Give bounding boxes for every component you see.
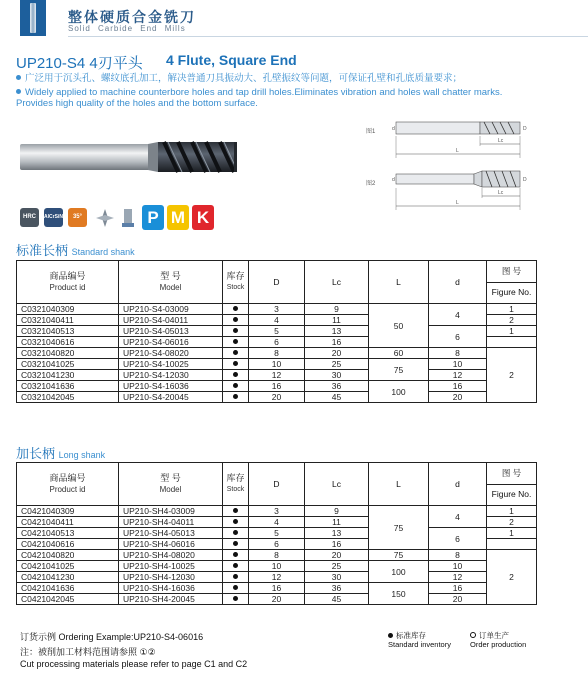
figure-cell: 1	[487, 506, 537, 517]
stock-cell	[223, 326, 249, 337]
product-id-cell: C0421040513	[17, 528, 119, 539]
legend-order-production	[470, 631, 526, 649]
model-cell: UP210-SH4-03009	[119, 506, 223, 517]
D-cell: 6	[249, 337, 305, 348]
col-L: L	[369, 261, 429, 304]
Lc-cell: 30	[305, 572, 369, 583]
description-en	[16, 87, 516, 109]
model-cell: UP210-S4-08020	[119, 348, 223, 359]
d-cell: 8	[429, 348, 487, 359]
col-d: d	[429, 261, 487, 304]
figure-cell: 2	[487, 315, 537, 326]
D-cell: 3	[249, 304, 305, 315]
Lc-cell: 45	[305, 594, 369, 605]
figure-1-label: 图1	[366, 129, 376, 135]
table-row	[17, 392, 537, 403]
col-figure-cn: 图 号	[487, 463, 537, 485]
bullet-icon	[16, 75, 21, 80]
model-cell: UP210-SH4-08020	[119, 550, 223, 561]
d-cell: 12	[429, 370, 487, 381]
description-cn	[16, 73, 462, 84]
stock-dot-icon	[233, 306, 238, 311]
long-shank-title-cn: 加长柄	[16, 446, 56, 461]
fig1-dim-d: d	[392, 126, 395, 132]
stock-dot-icon	[233, 317, 238, 322]
note-en: Cut processing materials please refer to page C1 and C2	[20, 659, 248, 669]
stock-cell	[223, 572, 249, 583]
stock-cell	[223, 528, 249, 539]
Lc-cell: 13	[305, 326, 369, 337]
stock-dot-icon	[233, 328, 238, 333]
model-cell: UP210-S4-04011	[119, 315, 223, 326]
stock-dot-icon	[233, 394, 238, 399]
stock-cell	[223, 506, 249, 517]
note-cn: 注：被削加工材料范围请参照 ①②	[20, 647, 156, 657]
model-cell: UP210-S4-12030	[119, 370, 223, 381]
L-cell: 75	[369, 550, 429, 561]
stock-dot-icon	[233, 361, 238, 366]
model-cell: UP210-SH4-06016	[119, 539, 223, 550]
stock-dot-icon	[233, 339, 238, 344]
product-id-cell: C0421040820	[17, 550, 119, 561]
Lc-cell: 16	[305, 337, 369, 348]
D-cell: 3	[249, 506, 305, 517]
stock-cell	[223, 370, 249, 381]
d-cell: 4	[429, 506, 487, 528]
D-cell: 10	[249, 561, 305, 572]
col-D: D	[249, 261, 305, 304]
table-row	[17, 304, 537, 315]
d-cell: 12	[429, 572, 487, 583]
helix-angle-badge: 35°	[68, 208, 87, 227]
product-id-cell: C0321040616	[17, 337, 119, 348]
stock-cell	[223, 539, 249, 550]
D-cell: 12	[249, 370, 305, 381]
Lc-cell: 36	[305, 381, 369, 392]
d-cell: 6	[429, 326, 487, 348]
d-cell: 4	[429, 304, 487, 326]
model-cell: UP210-S4-16036	[119, 381, 223, 392]
col-figure-en: Figure No.	[487, 484, 537, 506]
stock-dot-icon	[233, 552, 238, 557]
Lc-cell: 9	[305, 506, 369, 517]
L-cell: 75	[369, 506, 429, 550]
table-row	[17, 326, 537, 337]
d-cell: 16	[429, 381, 487, 392]
table-row	[17, 359, 537, 370]
Lc-cell: 16	[305, 539, 369, 550]
product-id-cell: C0421041636	[17, 583, 119, 594]
col-figure-en: Figure No.	[487, 282, 537, 304]
stock-dot-icon	[233, 519, 238, 524]
figure-2-diagram	[390, 168, 530, 212]
stock-cell	[223, 315, 249, 326]
col-stock: 库存 Stock	[223, 261, 249, 304]
D-cell: 8	[249, 348, 305, 359]
stock-dot-icon	[233, 596, 238, 601]
col-d: d	[429, 463, 487, 506]
stock-cell	[223, 392, 249, 403]
col-figure-cn: 图 号	[487, 261, 537, 283]
stock-dot-icon	[233, 585, 238, 590]
figure-cell: 2	[487, 348, 537, 403]
Lc-cell: 36	[305, 583, 369, 594]
figure-cell: 2	[487, 550, 537, 605]
stock-dot-icon	[233, 541, 238, 546]
col-stock: 库存 Stock	[223, 463, 249, 506]
fig1-dim-L: L	[456, 148, 459, 154]
Lc-cell: 20	[305, 550, 369, 561]
model-cell: UP210-S4-10025	[119, 359, 223, 370]
d-cell: 10	[429, 359, 487, 370]
Lc-cell: 11	[305, 315, 369, 326]
fig2-dim-Lc: Lc	[498, 190, 504, 196]
model-cell: UP210-SH4-04011	[119, 517, 223, 528]
col-L: L	[369, 463, 429, 506]
stock-cell	[223, 337, 249, 348]
legend-standard-inventory	[388, 631, 451, 649]
ordering-example: 订货示例 Ordering Example:UP210-S4-06016	[20, 632, 204, 642]
end-mill-photo	[18, 118, 240, 192]
Lc-cell: 11	[305, 517, 369, 528]
L-cell: 60	[369, 348, 429, 359]
table-row	[17, 561, 537, 572]
model-cell: UP210-SH4-05013	[119, 528, 223, 539]
D-cell: 10	[249, 359, 305, 370]
model-cell: UP210-SH4-10025	[119, 561, 223, 572]
D-cell: 8	[249, 550, 305, 561]
legend-ord-cn: 订单生产	[479, 631, 509, 640]
product-id-cell: C0321040820	[17, 348, 119, 359]
stock-dot-icon	[233, 563, 238, 568]
fig2-dim-d: d	[392, 177, 395, 183]
figure-cell: 2	[487, 517, 537, 528]
D-cell: 16	[249, 381, 305, 392]
standard-shank-title-en: Standard shank	[71, 247, 135, 257]
product-id-cell: C0321041025	[17, 359, 119, 370]
product-id-cell: C0421042045	[17, 594, 119, 605]
figure-1-diagram	[390, 118, 530, 162]
D-cell: 6	[249, 539, 305, 550]
filled-dot-icon	[388, 633, 393, 638]
table-row	[17, 528, 537, 539]
material-m-badge: M	[167, 205, 189, 230]
D-cell: 16	[249, 583, 305, 594]
square-end-icon	[118, 207, 138, 229]
stock-cell	[223, 583, 249, 594]
d-cell: 20	[429, 594, 487, 605]
product-id-cell: C0321040513	[17, 326, 119, 337]
Lc-cell: 45	[305, 392, 369, 403]
col-Lc: Lc	[305, 261, 369, 304]
table-row	[17, 550, 537, 561]
stock-cell	[223, 517, 249, 528]
L-cell: 100	[369, 381, 429, 403]
figure-cell	[487, 539, 537, 550]
D-cell: 20	[249, 392, 305, 403]
L-cell: 150	[369, 583, 429, 605]
long-shank-table	[16, 462, 537, 605]
Lc-cell: 13	[305, 528, 369, 539]
stock-dot-icon	[233, 530, 238, 535]
end-mill-icon	[30, 3, 36, 33]
col-model: 型 号 Model	[119, 261, 223, 304]
figure-cell: 1	[487, 326, 537, 337]
product-id-cell: C0321042045	[17, 392, 119, 403]
legend-std-cn: 标准库存	[396, 631, 426, 640]
model-cell: UP210-S4-06016	[119, 337, 223, 348]
model-cell: UP210-SH4-12030	[119, 572, 223, 583]
table-row	[17, 506, 537, 517]
col-D: D	[249, 463, 305, 506]
product-id-cell: C0421041025	[17, 561, 119, 572]
four-flute-icon	[94, 207, 116, 229]
model-cell: UP210-S4-20045	[119, 392, 223, 403]
product-id-cell: C0421040309	[17, 506, 119, 517]
stock-cell	[223, 594, 249, 605]
fig1-dim-D: D	[523, 126, 527, 132]
model-cell: UP210-S4-05013	[119, 326, 223, 337]
col-product-id: 商品编号 Product id	[17, 463, 119, 506]
stock-dot-icon	[233, 350, 238, 355]
product-id-cell: C0321040411	[17, 315, 119, 326]
d-cell: 8	[429, 550, 487, 561]
stock-cell	[223, 550, 249, 561]
L-cell: 100	[369, 561, 429, 583]
D-cell: 4	[249, 315, 305, 326]
figure-2-label: 图2	[366, 181, 376, 187]
D-cell: 4	[249, 517, 305, 528]
material-k-badge: K	[192, 205, 214, 230]
stock-dot-icon	[233, 383, 238, 388]
col-product-id: 商品编号 Product id	[17, 261, 119, 304]
product-id-cell: C0421041230	[17, 572, 119, 583]
product-id-cell: C0321041636	[17, 381, 119, 392]
header-divider	[68, 36, 588, 37]
long-shank-title-en: Long shank	[58, 450, 106, 460]
standard-shank-heading	[16, 240, 135, 259]
table-row	[17, 572, 537, 583]
header-title-cn: 整体硬质合金铣刀	[68, 9, 196, 25]
table-row	[17, 583, 537, 594]
L-cell: 50	[369, 304, 429, 348]
D-cell: 20	[249, 594, 305, 605]
model-cell: UP210-SH4-20045	[119, 594, 223, 605]
product-id-cell: C0421040616	[17, 539, 119, 550]
table-row	[17, 381, 537, 392]
fig2-dim-L: L	[456, 200, 459, 206]
D-cell: 5	[249, 326, 305, 337]
coating-badge: AlCrSiN	[44, 208, 63, 227]
figure-cell	[487, 337, 537, 348]
stock-cell	[223, 304, 249, 315]
figure-cell: 1	[487, 304, 537, 315]
col-model: 型 号 Model	[119, 463, 223, 506]
stock-cell	[223, 561, 249, 572]
Lc-cell: 9	[305, 304, 369, 315]
Lc-cell: 20	[305, 348, 369, 359]
product-name-en: 4 Flute, Square End	[166, 52, 297, 68]
D-cell: 5	[249, 528, 305, 539]
stock-dot-icon	[233, 574, 238, 579]
table-row	[17, 594, 537, 605]
model-cell: UP210-S4-03009	[119, 304, 223, 315]
product-id-cell: C0321041230	[17, 370, 119, 381]
Lc-cell: 25	[305, 359, 369, 370]
col-Lc: Lc	[305, 463, 369, 506]
stock-cell	[223, 359, 249, 370]
d-cell: 20	[429, 392, 487, 403]
D-cell: 12	[249, 572, 305, 583]
d-cell: 10	[429, 561, 487, 572]
stock-dot-icon	[233, 372, 238, 377]
standard-shank-title-cn: 标准长柄	[16, 243, 69, 258]
Lc-cell: 25	[305, 561, 369, 572]
L-cell: 75	[369, 359, 429, 381]
stock-cell	[223, 348, 249, 359]
Lc-cell: 30	[305, 370, 369, 381]
stock-cell	[223, 381, 249, 392]
standard-shank-table	[16, 260, 537, 403]
figure-cell: 1	[487, 528, 537, 539]
legend-ord-en: Order production	[470, 640, 527, 649]
product-id-cell: C0321040309	[17, 304, 119, 315]
legend-std-en: Standard inventory	[388, 640, 451, 649]
hollow-dot-icon	[470, 632, 476, 638]
long-shank-heading	[16, 443, 105, 462]
table-row	[17, 348, 537, 359]
fig2-dim-D: D	[523, 177, 527, 183]
stock-dot-icon	[233, 508, 238, 513]
d-cell: 6	[429, 528, 487, 550]
fig1-dim-Lc: Lc	[498, 138, 504, 144]
product-code-title: UP210-S4 4刃平头	[16, 55, 143, 72]
product-id-cell: C0421040411	[17, 517, 119, 528]
bullet-icon	[16, 89, 21, 94]
table-row	[17, 370, 537, 381]
model-cell: UP210-SH4-16036	[119, 583, 223, 594]
d-cell: 16	[429, 583, 487, 594]
description-en-text: Widely applied to machine counterbore holes and tap drill holes.Eliminates vibration and holes wall chatter marks. Provides high quality of the holes and the bottom surface.	[16, 87, 503, 109]
hardness-badge: HRC	[20, 208, 39, 227]
header-title-en: Solid Carbide End Mills	[68, 24, 186, 33]
description-cn-text: 广泛用于沉头孔、螺纹底孔加工，解决普通刀具振动大、孔壁振纹等问题，可保证孔壁和孔底质量要求；	[25, 73, 463, 84]
material-p-badge: P	[142, 205, 164, 230]
